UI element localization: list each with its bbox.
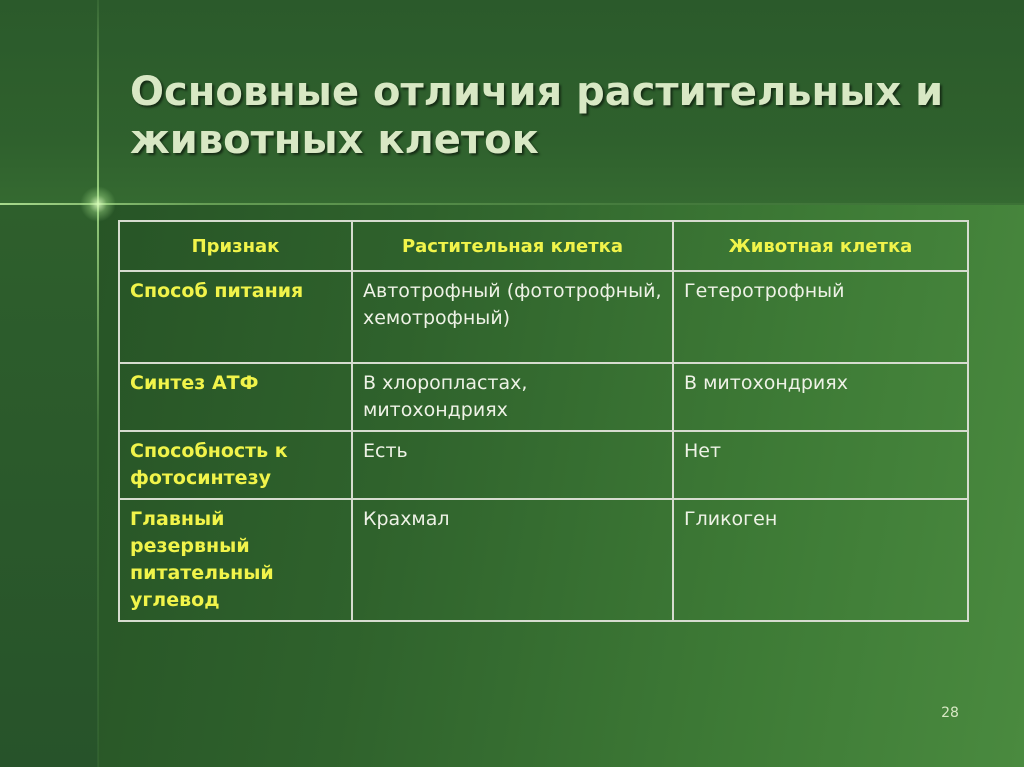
comparison-table — [118, 220, 969, 622]
row-feature: Синтез АТФ — [119, 363, 352, 431]
row-plant-value: В хлоропластах, митохондриях — [352, 363, 673, 431]
table-row — [119, 363, 968, 431]
row-plant-value: Крахмал — [352, 499, 673, 621]
row-animal-value: Гетеротрофный — [673, 271, 968, 363]
header-plant-cell: Растительная клетка — [352, 221, 673, 271]
row-animal-value: Гликоген — [673, 499, 968, 621]
header-animal-cell: Животная клетка — [673, 221, 968, 271]
row-animal-value: В митохондриях — [673, 363, 968, 431]
vertical-accent-line — [97, 0, 99, 767]
slide-title: Основные отличия растительных и животных клеток — [130, 69, 944, 163]
row-feature: Способ питания — [119, 271, 352, 363]
table-header-row — [119, 221, 968, 271]
row-animal-value: Нет — [673, 431, 968, 499]
page-number: 28 — [941, 705, 959, 721]
table-row — [119, 499, 968, 621]
row-plant-value: Есть — [352, 431, 673, 499]
horizontal-accent-line — [0, 203, 1024, 205]
row-feature: Способность к фотосинтезу — [119, 431, 352, 499]
light-flare — [80, 186, 116, 222]
row-plant-value: Автотрофный (фототрофный, хемотрофный) — [352, 271, 673, 363]
left-strip — [0, 205, 98, 767]
row-feature: Главный резервный питательный углевод — [119, 499, 352, 621]
header-feature: Признак — [119, 221, 352, 271]
table-row — [119, 271, 968, 363]
table-row — [119, 431, 968, 499]
